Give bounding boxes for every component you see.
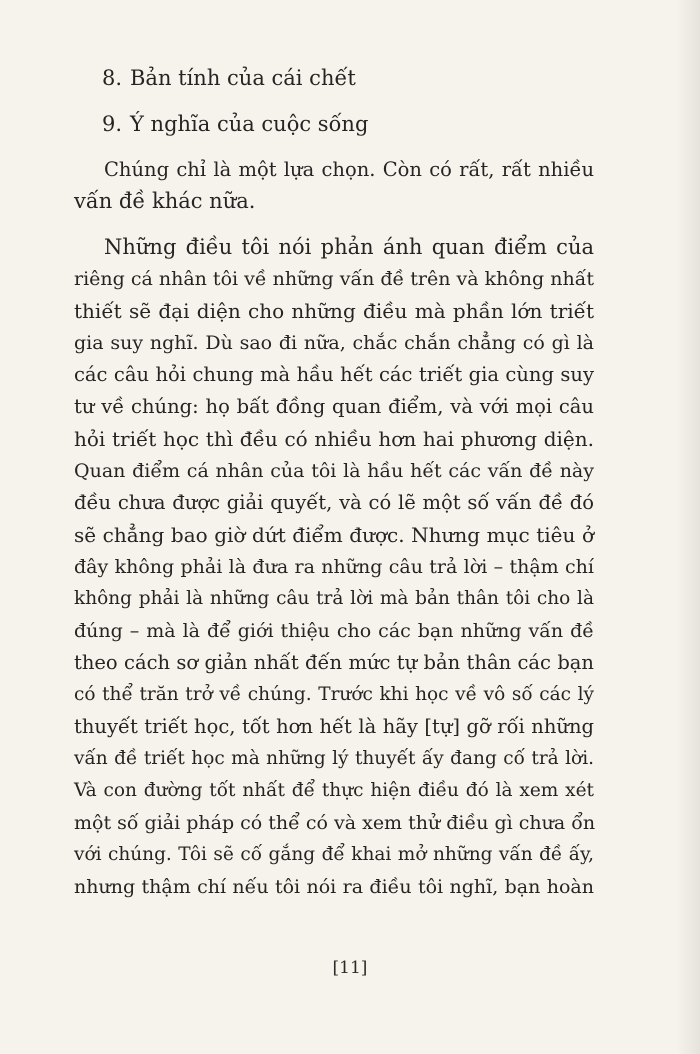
list-item-number: 8. — [102, 66, 123, 90]
paragraph-line: thiết sẽ đại diện cho những điều mà phần lớn triết — [74, 299, 594, 323]
paragraph-line: theo cách sơ giản nhất đến mức tự bản thân các bạn — [74, 651, 594, 674]
paragraph-line: các câu hỏi chung mà hầu hết các triết gia cùng suy — [74, 363, 594, 386]
paragraph-line: riêng cá nhân tôi về những vấn đề trên và không nhất — [74, 268, 594, 290]
paragraph-line: vấn đề triết học mà những lý thuyết ấy đang cố trả lời. — [74, 748, 594, 769]
paragraph-line: sẽ chẳng bao giờ dứt điểm được. Nhưng mục tiêu ở — [74, 523, 594, 547]
paragraph-line: tư về chúng: họ bất đồng quan điểm, và với mọi câu — [74, 395, 594, 418]
paragraph-line: không phải là những câu trả lời mà bản thân tôi cho là — [74, 588, 594, 609]
paragraph-line: Những điều tôi nói phản ánh quan điểm của — [104, 235, 594, 259]
list-item-text: Bản tính của cái chết — [130, 66, 356, 90]
paragraph-line: đúng – mà là để giới thiệu cho các bạn những vấn đề — [74, 620, 594, 642]
paragraph-line: Quan điểm cá nhân của tôi là hầu hết các vấn đề này — [74, 460, 594, 482]
paragraph-line: nhưng thậm chí nếu tôi nói ra điều tôi nghĩ, bạn hoàn — [74, 876, 594, 898]
list-item-9 — [102, 109, 368, 139]
page-number: [11] — [332, 958, 368, 978]
page-edge-shadow — [676, 0, 700, 1054]
paragraph-line: vấn đề khác nữa. — [74, 189, 256, 213]
paragraph-line: thuyết triết học, tốt hơn hết là hãy [tự] gỡ rối những — [74, 715, 594, 738]
paragraph-line: với chúng. Tôi sẽ cố gắng để khai mở những vấn đề ấy, — [74, 844, 594, 865]
paragraph-line: đây không phải là đưa ra những câu trả lời – thậm chí — [74, 556, 594, 578]
paragraph-line: hỏi triết học thì đều có nhiều hơn hai phương diện. — [74, 427, 594, 451]
paragraph-line: đều chưa được giải quyết, và có lẽ một số vấn đề đó — [74, 491, 594, 514]
paragraph-line: một số giải pháp có thể có và xem thử điều gì chưa ổn — [74, 812, 596, 834]
list-item-text: Ý nghĩa của cuộc sống — [130, 112, 369, 136]
paragraph-line: Và con đường tốt nhất để thực hiện điều đó là xem xét — [74, 780, 594, 801]
list-item-number: 9. — [102, 112, 123, 136]
paragraph-line: gia suy nghĩ. Dù sao đi nữa, chắc chắn chẳng có gì là — [74, 332, 594, 354]
list-item-8 — [102, 63, 356, 93]
paragraph-line: có thể trăn trở về chúng. Trước khi học về vô số các lý — [74, 684, 594, 705]
paragraph-line: Chúng chỉ là một lựa chọn. Còn có rất, rất nhiều — [104, 158, 594, 181]
